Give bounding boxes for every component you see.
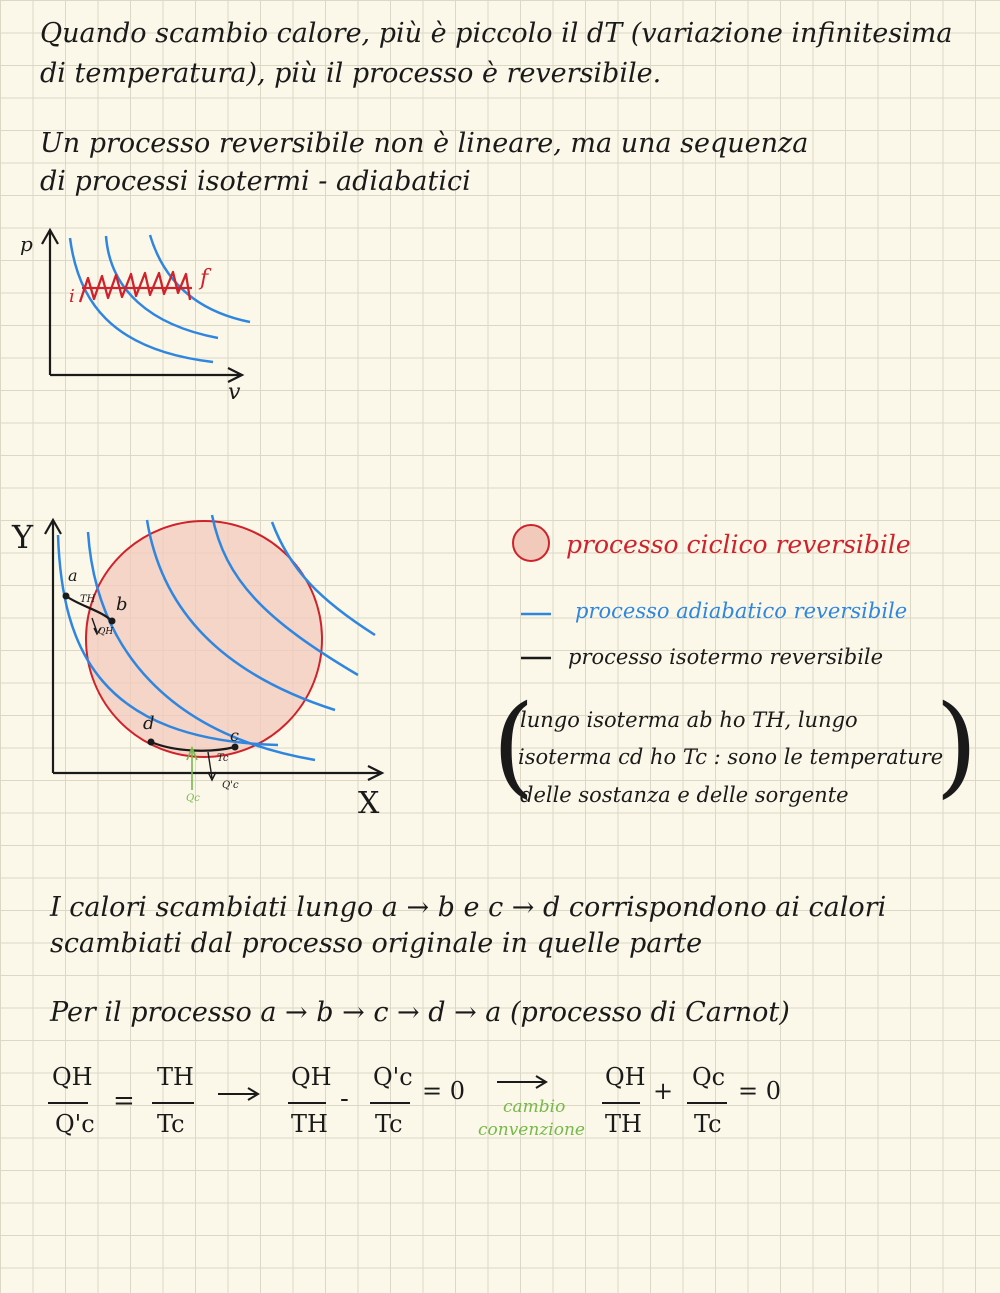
change-line-1: cambio — [503, 1097, 566, 1117]
eq-tc-3: Tc — [694, 1110, 722, 1138]
eq-zero-2: = 0 — [738, 1077, 782, 1105]
intro-line-1: Quando scambio calore, più è piccolo il dT (variazione infinitesima — [40, 18, 953, 49]
note-line-1: lungo isoterma ab ho TH, lungo — [520, 708, 858, 732]
eq-plus: + — [653, 1077, 674, 1105]
p-axis-label: p — [20, 232, 33, 256]
eq-qc-prime-2: Q'c — [373, 1063, 413, 1091]
implies-arrow-2 — [497, 1076, 546, 1088]
end-label: f — [200, 266, 209, 291]
note-open-paren: ( — [492, 681, 535, 809]
heat-line-1: I calori scambiati lungo a → b e c → d corrispondono ai calori — [50, 892, 887, 923]
v-axis-label: v — [228, 380, 241, 405]
eq-qh-1: QH — [52, 1063, 93, 1091]
eq-tc-2: Tc — [375, 1110, 403, 1138]
eq-minus: - — [340, 1084, 349, 1114]
note-line-3: delle sostanza e delle sorgente — [520, 783, 849, 807]
note-line-2: isoterma cd ho Tc : sono le temperature — [518, 745, 944, 769]
eq-qh-3: QH — [605, 1063, 646, 1091]
intro-line-2: di temperatura), più il processo è reversibile. — [40, 58, 662, 89]
label-a: a — [68, 566, 78, 585]
x-axis-label: X — [358, 786, 380, 821]
label-c: c — [230, 726, 239, 745]
process-line-1: Un processo reversibile non è lineare, ma una sequenza — [40, 128, 809, 159]
eq-th-2: TH — [291, 1110, 328, 1138]
y-axis-label: Y — [12, 518, 34, 556]
eq-th-1: TH — [157, 1063, 194, 1091]
legend-isothermal: processo isotermo reversibile — [568, 645, 884, 669]
eq-qh-2: QH — [291, 1063, 332, 1091]
eq-zero-1: = 0 — [422, 1077, 466, 1105]
eq-qc: Qc — [692, 1063, 726, 1091]
label-qc-prime: Q'c — [222, 780, 239, 791]
label-qh: QH — [98, 627, 114, 637]
process-line-2: di processi isotermi - adiabatici — [40, 166, 471, 197]
legend-cyclic: processo ciclico reversibile — [566, 530, 911, 559]
eq-tc-1: Tc — [157, 1110, 185, 1138]
label-th: TH — [80, 594, 96, 605]
eq-qc-prime-1: Q'c — [55, 1110, 95, 1138]
label-qc: Qc — [186, 793, 200, 804]
eq-equals: = — [113, 1086, 135, 1116]
label-d: d — [143, 713, 155, 734]
heat-line-2: scambiati dal processo originale in quelle parte — [50, 928, 703, 959]
label-tc: Tc — [217, 753, 229, 764]
label-b: b — [116, 594, 128, 615]
legend-adiabatic: processo adiabatico reversibile — [575, 599, 908, 623]
carnot-line: Per il processo a → b → c → d → a (processo di Carnot) — [50, 997, 790, 1028]
change-line-2: convenzione — [478, 1120, 585, 1140]
eq-th-3: TH — [605, 1110, 642, 1138]
note-close-paren: ) — [935, 681, 978, 809]
implies-arrow-1 — [218, 1088, 258, 1100]
start-label: i — [69, 286, 75, 307]
